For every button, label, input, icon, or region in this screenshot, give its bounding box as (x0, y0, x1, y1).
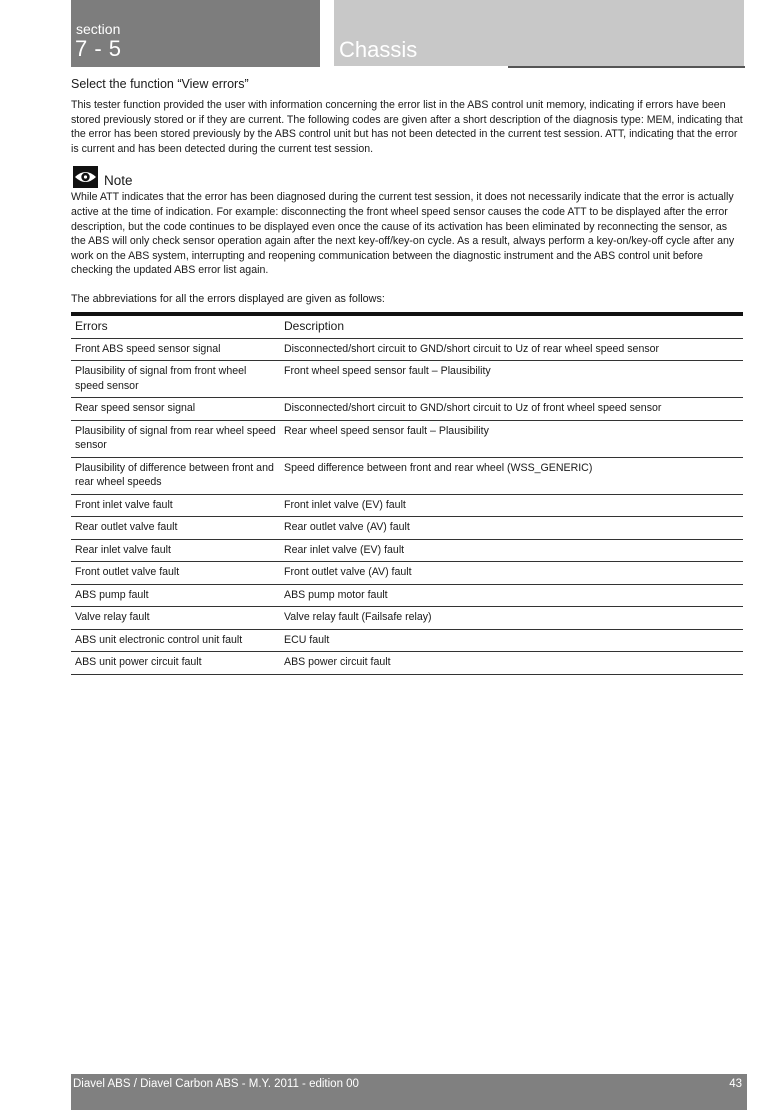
section-label: section (76, 21, 121, 37)
description-cell: Disconnected/short circuit to GND/short circuit to Uz of front wheel speed sensor (280, 398, 743, 421)
page-number: 43 (729, 1078, 742, 1090)
error-cell: Plausibility of difference between front and rear wheel speeds (71, 457, 280, 494)
table-row (71, 562, 743, 585)
table-row (71, 338, 743, 361)
page-content (71, 76, 743, 675)
table-row (71, 420, 743, 457)
error-cell: Front ABS speed sensor signal (71, 338, 280, 361)
table-row (71, 539, 743, 562)
error-cell: Valve relay fault (71, 607, 280, 630)
description-cell: Valve relay fault (Failsafe relay) (280, 607, 743, 630)
table-row (71, 607, 743, 630)
description-cell: Speed difference between front and rear wheel (WSS_GENERIC) (280, 457, 743, 494)
error-cell: Front outlet valve fault (71, 562, 280, 585)
errors-table (71, 312, 743, 675)
error-cell: Plausibility of signal from front wheel speed sensor (71, 361, 280, 398)
intro-paragraph: This tester function provided the user with information concerning the error list in the ABS control unit memory, indicating if errors have been stored previously stored or if they are current. The following codes are given after a short description of the diagnosis type: MEM, indicating that the error has been stored previously by the ABS control unit but has not been detected in the current test session. ATT, indicating that the error is current and has been detected during the current test session. (71, 99, 743, 155)
table-row (71, 652, 743, 675)
chapter-header (334, 0, 744, 66)
error-cell: ABS unit electronic control unit fault (71, 629, 280, 652)
error-cell: Rear inlet valve fault (71, 539, 280, 562)
abbreviations-intro: The abbreviations for all the errors displayed are given as follows: (71, 292, 385, 305)
description-cell: ABS power circuit fault (280, 652, 743, 675)
note-text: While ATT indicates that the error has been diagnosed during the current test session, it does not necessarily indicate that the error is actually active at the time of indication. For example: disconnecting the front wheel speed sensor causes the code ATT to be displayed after the error description, but the code continues to be displayed even once the cause of its activation has been eliminated by reconnecting the sensor, as the ABS will only check sensor operation again after the next key-off/key-on cycle. As a result, always perform a key-on/key-off cycle after any work on the ABS system, interrupting and reopening communication between the diagnostic instrument and the ABS control unit before checking the updated ABS error list again. (71, 191, 735, 277)
error-cell: Rear speed sensor signal (71, 398, 280, 421)
error-cell: Front inlet valve fault (71, 494, 280, 517)
section-number: 7 - 5 (75, 36, 122, 61)
table-row (71, 494, 743, 517)
description-cell: Disconnected/short circuit to GND/short circuit to Uz of rear wheel speed sensor (280, 338, 743, 361)
table-row (71, 629, 743, 652)
table-row (71, 517, 743, 540)
description-cell: Rear outlet valve (AV) fault (280, 517, 743, 540)
error-cell: Plausibility of signal from rear wheel speed sensor (71, 420, 280, 457)
table-row (71, 398, 743, 421)
section-header (71, 0, 320, 67)
description-cell: Rear inlet valve (EV) fault (280, 539, 743, 562)
header-divider (508, 66, 745, 68)
table-row (71, 361, 743, 398)
table-row (71, 584, 743, 607)
column-header-errors: Errors (71, 314, 280, 339)
description-cell: Front wheel speed sensor fault – Plausibility (280, 361, 743, 398)
table-row (71, 457, 743, 494)
description-cell: Rear wheel speed sensor fault – Plausibility (280, 420, 743, 457)
page-heading: Select the function “View errors” (71, 77, 249, 91)
column-header-description: Description (280, 314, 743, 339)
error-cell: ABS pump fault (71, 584, 280, 607)
note-label: Note (104, 173, 133, 189)
description-cell: Front outlet valve (AV) fault (280, 562, 743, 585)
error-cell: ABS unit power circuit fault (71, 652, 280, 675)
description-cell: ABS pump motor fault (280, 584, 743, 607)
chapter-title: Chassis (339, 37, 418, 62)
error-cell: Rear outlet valve fault (71, 517, 280, 540)
footer-text: Diavel ABS / Diavel Carbon ABS - M.Y. 2011 - edition 00 (73, 1078, 359, 1090)
table-header-row (71, 314, 743, 339)
note-header (71, 166, 743, 190)
page-footer (71, 1074, 747, 1110)
description-cell: Front inlet valve (EV) fault (280, 494, 743, 517)
eye-icon (73, 166, 98, 188)
description-cell: ECU fault (280, 629, 743, 652)
